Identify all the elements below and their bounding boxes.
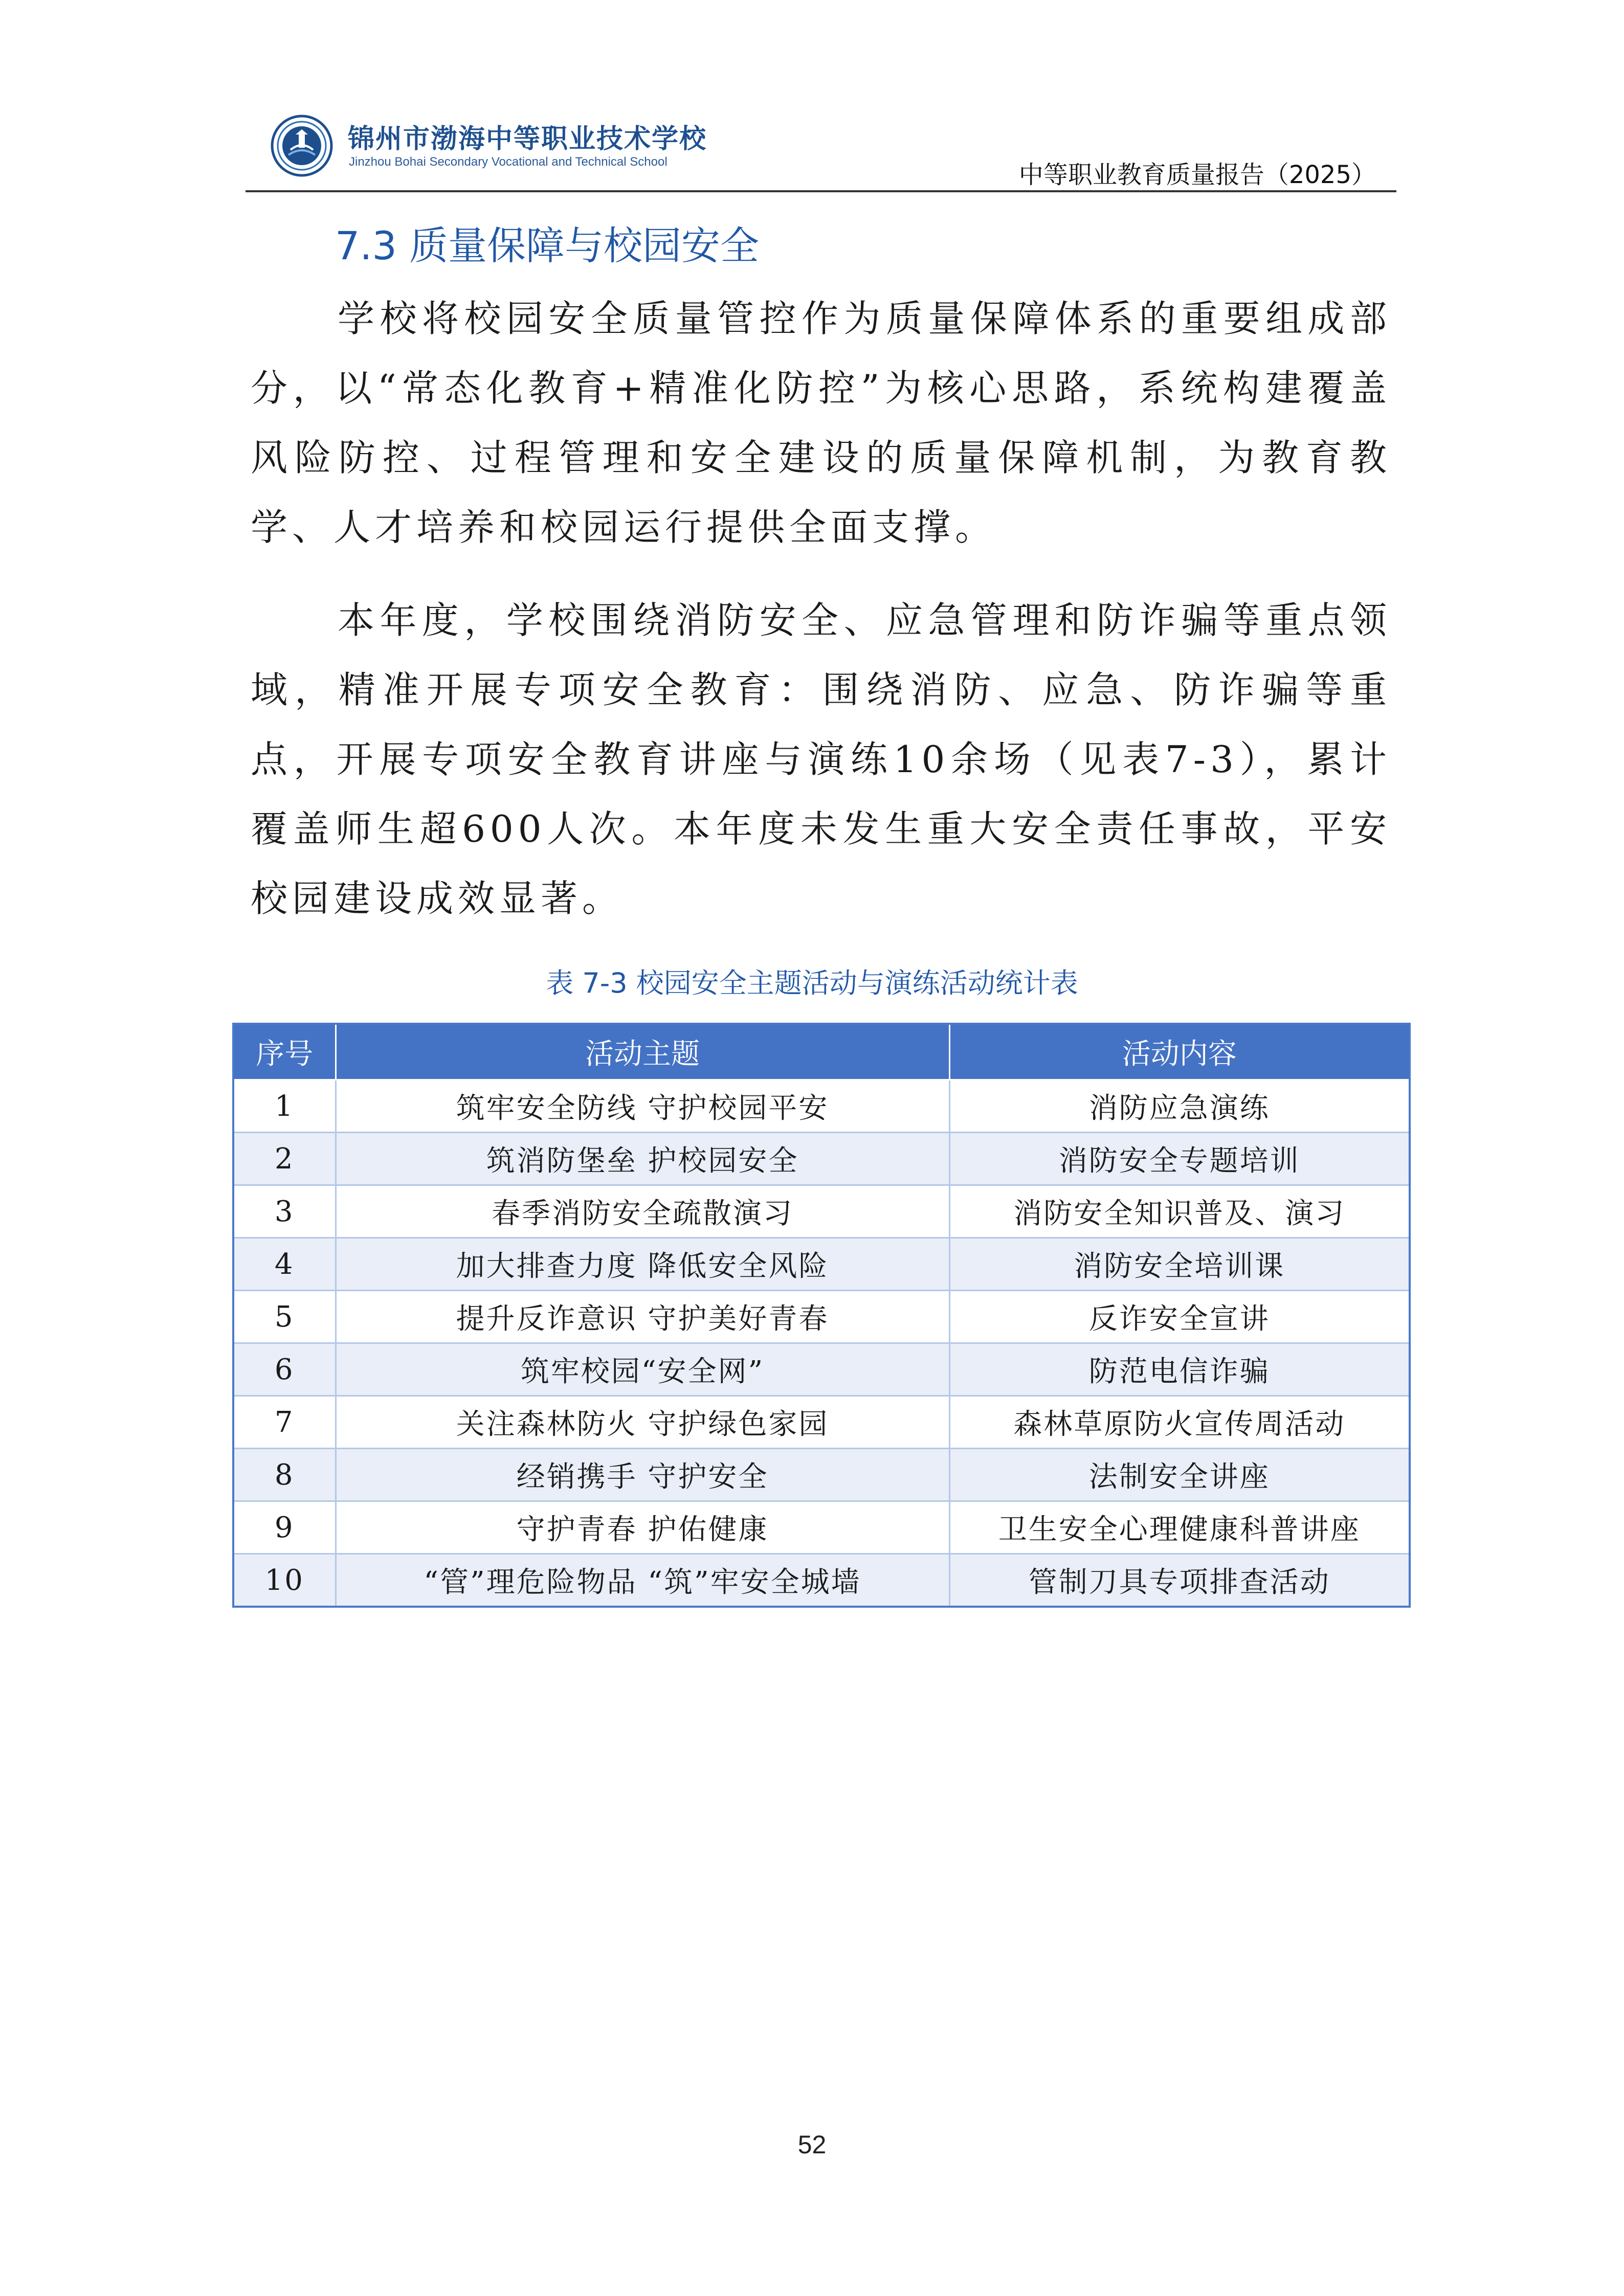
cell-theme: 筑牢校园“安全网”: [336, 1343, 949, 1396]
cell-content: 反诈安全宣讲: [949, 1291, 1410, 1343]
activities-table: [232, 1023, 1411, 1608]
cell-index: 4: [233, 1238, 336, 1291]
table-header-row: [233, 1024, 1410, 1080]
table-row: [233, 1396, 1410, 1449]
cell-index: 9: [233, 1501, 336, 1554]
page-header: [246, 110, 1396, 197]
page-number: 52: [797, 2130, 827, 2159]
cell-content: 管制刀具专项排查活动: [949, 1554, 1410, 1607]
cell-index: 7: [233, 1396, 336, 1449]
cell-theme: 经销携手 守护安全: [336, 1449, 949, 1501]
header-cell-content: 活动内容: [949, 1024, 1410, 1080]
cell-content: 消防应急演练: [949, 1080, 1410, 1133]
cell-theme: 提升反诈意识 守护美好青春: [336, 1291, 949, 1343]
cell-index: 1: [233, 1080, 336, 1133]
cell-theme: 筑消防堡垒 护校园安全: [336, 1133, 949, 1185]
cell-theme: 守护青春 护佑健康: [336, 1501, 949, 1554]
cell-content: 防范电信诈骗: [949, 1343, 1410, 1396]
body-paragraph-2: 本年度，学校围绕消防安全、应急管理和防诈骗等重点领域，精准开展专项安全教育：围绕消防、应急、防诈骗等重点，开展专项安全教育讲座与演练10余场（见表7-3），累计覆盖师生超600人次。本年度未发生重大安全责任事故，平安校园建设成效显著。: [251, 599, 1391, 920]
section-heading: 7.3 质量保障与校园安全: [335, 223, 760, 268]
cell-theme: 筑牢安全防线 守护校园平安: [336, 1080, 949, 1133]
cell-content: 消防安全知识普及、演习: [949, 1185, 1410, 1238]
header-cell-index: 序号: [233, 1024, 336, 1080]
table-row: [233, 1291, 1410, 1343]
cell-content: 消防安全培训课: [949, 1238, 1410, 1291]
cell-index: 2: [233, 1133, 336, 1185]
body-paragraph-1: 学校将校园安全质量管控作为质量保障体系的重要组成部分，以“常态化教育+精准化防控”为核心思路，系统构建覆盖风险防控、过程管理和安全建设的质量保障机制，为教育教学、人才培养和校园运行提供全面支撑。: [251, 297, 1391, 549]
table-row: [233, 1343, 1410, 1396]
school-name-cn: 锦州市渤海中等职业技术学校: [348, 124, 707, 154]
table-row: [233, 1554, 1410, 1607]
cell-content: 森林草原防火宣传周活动: [949, 1396, 1410, 1449]
table-row: [233, 1501, 1410, 1554]
cell-index: 8: [233, 1449, 336, 1501]
table-row: [233, 1080, 1410, 1133]
school-name-en: Jinzhou Bohai Secondary Vocational and Technical School: [349, 155, 668, 169]
table-caption: 表 7-3 校园安全主题活动与演练活动统计表: [546, 967, 1078, 999]
cell-theme: 春季消防安全疏散演习: [336, 1185, 949, 1238]
table-row: [233, 1133, 1410, 1185]
cell-content: 卫生安全心理健康科普讲座: [949, 1501, 1410, 1554]
table-row: [233, 1185, 1410, 1238]
cell-index: 5: [233, 1291, 336, 1343]
cell-theme: 加大排查力度 降低安全风险: [336, 1238, 949, 1291]
cell-index: 6: [233, 1343, 336, 1396]
cell-content: 消防安全专题培训: [949, 1133, 1410, 1185]
table-row: [233, 1449, 1410, 1501]
report-title: 中等职业教育质量报告（2025）: [1018, 161, 1376, 189]
header-divider: [246, 190, 1396, 192]
cell-index: 10: [233, 1554, 336, 1607]
header-cell-theme: 活动主题: [336, 1024, 949, 1080]
cell-content: 法制安全讲座: [949, 1449, 1410, 1501]
school-logo-icon: [270, 114, 333, 177]
cell-theme: “管”理危险物品 “筑”牢安全城墙: [336, 1554, 949, 1607]
cell-index: 3: [233, 1185, 336, 1238]
cell-theme: 关注森林防火 守护绿色家园: [336, 1396, 949, 1449]
table-row: [233, 1238, 1410, 1291]
